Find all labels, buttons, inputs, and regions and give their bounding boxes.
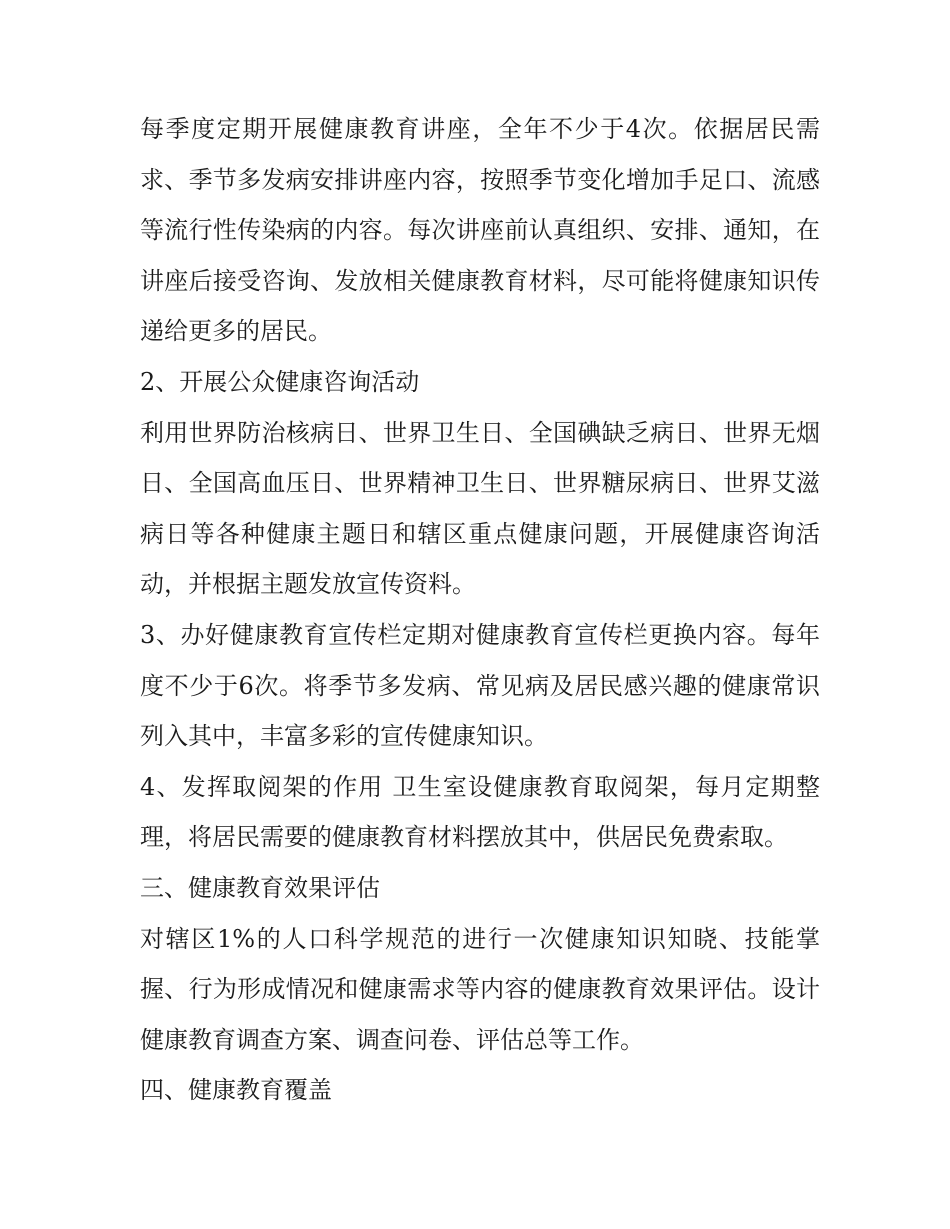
section-heading-coverage: 四、健康教育覆盖 [140, 1076, 332, 1105]
paragraph-reading-rack: 4、发挥取阅架的作用 卫生室设健康教育取阅架，每月定期整理，将居民需要的健康教育材料摆放其中，供居民免费索取。 [140, 772, 820, 852]
paragraph-health-days: 利用世界防治核病日、世界卫生日、全国碘缺乏病日、世界无烟日、全国高血压日、世界精神卫生日、世界糖尿病日、世界艾滋病日等各种健康主题日和辖区重点健康问题，开展健康咨询活动，并根据主题发放宣传资料。 [140, 418, 820, 599]
paragraph-lectures: 每季度定期开展健康教育讲座，全年不少于4次。依据居民需求、季节多发病安排讲座内容，按照季节变化增加手足口、流感等流行性传染病的内容。每次讲座前认真组织、安排、通知，在讲座后接受咨询、发放相关健康教育材料，尽可能将健康知识传递给更多的居民。 [140, 115, 820, 346]
section-heading-consultation: 2、开展公众健康咨询活动 [140, 367, 420, 396]
paragraph-evaluation: 对辖区1%的人口科学规范的进行一次健康知识知晓、技能掌握、行为形成情况和健康需求等内容的健康教育效果评估。设计健康教育调查方案、调查问卷、评估总等工作。 [140, 924, 820, 1054]
paragraph-bulletin-board: 3、办好健康教育宣传栏定期对健康教育宣传栏更换内容。每年度不少于6次。将季节多发病、常见病及居民感兴趣的健康常识列入其中，丰富多彩的宣传健康知识。 [140, 620, 820, 751]
section-heading-evaluation: 三、健康教育效果评估 [140, 873, 380, 902]
document-body [140, 104, 820, 1116]
